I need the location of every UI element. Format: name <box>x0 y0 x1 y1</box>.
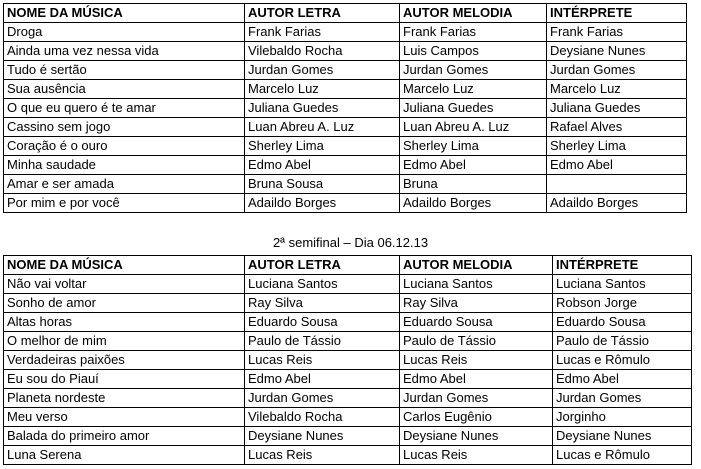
header-song-name: NOME DA MÚSICA <box>4 256 245 275</box>
lyrics-author-cell: Paulo de Tássio <box>245 332 400 351</box>
song-name-cell: Balada do primeiro amor <box>4 427 245 446</box>
melody-author-cell: Marcelo Luz <box>400 80 547 99</box>
performer-cell: Juliana Guedes <box>547 99 687 118</box>
melody-author-cell: Paulo de Tássio <box>400 332 553 351</box>
melody-author-cell: Eduardo Sousa <box>400 313 553 332</box>
table-row <box>4 446 692 465</box>
song-name-cell: Droga <box>4 23 245 42</box>
performer-cell: Deysiane Nunes <box>547 42 687 61</box>
performer-cell: Jurdan Gomes <box>553 389 692 408</box>
performer-cell: Jorginho <box>553 408 692 427</box>
song-name-cell: Sua ausência <box>4 80 245 99</box>
melody-author-cell: Luciana Santos <box>400 275 553 294</box>
table-row <box>4 194 687 213</box>
melody-author-cell: Deysiane Nunes <box>400 427 553 446</box>
song-name-cell: O que eu quero é te amar <box>4 99 245 118</box>
table-row <box>4 175 687 194</box>
table-row <box>4 370 692 389</box>
performer-cell: Eduardo Sousa <box>553 313 692 332</box>
lyrics-author-cell: Lucas Reis <box>245 351 400 370</box>
lyrics-author-cell: Edmo Abel <box>245 156 400 175</box>
melody-author-cell: Ray Silva <box>400 294 553 313</box>
melody-author-cell: Bruna <box>400 175 547 194</box>
performer-cell: Luciana Santos <box>553 275 692 294</box>
song-name-cell: Coração é o ouro <box>4 137 245 156</box>
song-name-cell: Cassino sem jogo <box>4 118 245 137</box>
melody-author-cell: Frank Farias <box>400 23 547 42</box>
song-name-cell: Altas horas <box>4 313 245 332</box>
performer-cell: Edmo Abel <box>547 156 687 175</box>
header-melody-author: AUTOR MELODIA <box>400 256 553 275</box>
lyrics-author-cell: Ray Silva <box>245 294 400 313</box>
lyrics-author-cell: Deysiane Nunes <box>245 427 400 446</box>
melody-author-cell: Sherley Lima <box>400 137 547 156</box>
melody-author-cell: Carlos Eugênio <box>400 408 553 427</box>
performer-cell: Jurdan Gomes <box>547 61 687 80</box>
lyrics-author-cell: Eduardo Sousa <box>245 313 400 332</box>
performer-cell: Frank Farias <box>547 23 687 42</box>
lyrics-author-cell: Sherley Lima <box>245 137 400 156</box>
performer-cell: Rafael Alves <box>547 118 687 137</box>
semifinal-1-table <box>3 3 687 213</box>
melody-author-cell: Lucas Reis <box>400 446 553 465</box>
performer-cell: Edmo Abel <box>553 370 692 389</box>
table-row <box>4 389 692 408</box>
melody-author-cell: Edmo Abel <box>400 370 553 389</box>
song-name-cell: Sonho de amor <box>4 294 245 313</box>
performer-cell: Robson Jorge <box>553 294 692 313</box>
song-name-cell: Minha saudade <box>4 156 245 175</box>
performer-cell: Lucas e Rômulo <box>553 446 692 465</box>
melody-author-cell: Luan Abreu A. Luz <box>400 118 547 137</box>
performer-cell: Paulo de Tássio <box>553 332 692 351</box>
performer-cell: Adaildo Borges <box>547 194 687 213</box>
melody-author-cell: Jurdan Gomes <box>400 61 547 80</box>
performer-cell <box>547 175 687 194</box>
lyrics-author-cell: Jurdan Gomes <box>245 61 400 80</box>
melody-author-cell: Adaildo Borges <box>400 194 547 213</box>
header-lyrics-author: AUTOR LETRA <box>245 4 400 23</box>
performer-cell: Deysiane Nunes <box>553 427 692 446</box>
header-performer: INTÉRPRETE <box>547 4 687 23</box>
song-name-cell: Tudo é sertão <box>4 61 245 80</box>
header-performer: INTÉRPRETE <box>553 256 692 275</box>
melody-author-cell: Luis Campos <box>400 42 547 61</box>
song-name-cell: Verdadeiras paixões <box>4 351 245 370</box>
table-row <box>4 351 692 370</box>
melody-author-cell: Edmo Abel <box>400 156 547 175</box>
performer-cell: Marcelo Luz <box>547 80 687 99</box>
lyrics-author-cell: Luan Abreu A. Luz <box>245 118 400 137</box>
header-row <box>4 256 692 275</box>
table-row <box>4 118 687 137</box>
semifinal-title: 2ª semifinal – Dia 06.12.13 <box>272 235 429 250</box>
lyrics-author-cell: Juliana Guedes <box>245 99 400 118</box>
performer-cell: Lucas e Rômulo <box>553 351 692 370</box>
header-lyrics-author: AUTOR LETRA <box>245 256 400 275</box>
table-row <box>4 294 692 313</box>
song-name-cell: Planeta nordeste <box>4 389 245 408</box>
lyrics-author-cell: Marcelo Luz <box>245 80 400 99</box>
header-row <box>4 4 687 23</box>
table-row <box>4 99 687 118</box>
song-name-cell: Não vai voltar <box>4 275 245 294</box>
melody-author-cell: Lucas Reis <box>400 351 553 370</box>
song-name-cell: Amar e ser amada <box>4 175 245 194</box>
table-row <box>4 23 687 42</box>
lyrics-author-cell: Vilebaldo Rocha <box>245 42 400 61</box>
table-row <box>4 275 692 294</box>
table-row <box>4 137 687 156</box>
lyrics-author-cell: Frank Farias <box>245 23 400 42</box>
melody-author-cell: Jurdan Gomes <box>400 389 553 408</box>
performer-cell: Sherley Lima <box>547 137 687 156</box>
header-melody-author: AUTOR MELODIA <box>400 4 547 23</box>
table-row <box>4 313 692 332</box>
header-song-name: NOME DA MÚSICA <box>4 4 245 23</box>
lyrics-author-cell: Adaildo Borges <box>245 194 400 213</box>
lyrics-author-cell: Vilebaldo Rocha <box>245 408 400 427</box>
melody-author-cell: Juliana Guedes <box>400 99 547 118</box>
song-name-cell: O melhor de mim <box>4 332 245 351</box>
table-row <box>4 427 692 446</box>
song-name-cell: Por mim e por você <box>4 194 245 213</box>
lyrics-author-cell: Bruna Sousa <box>245 175 400 194</box>
song-name-cell: Luna Serena <box>4 446 245 465</box>
table-row <box>4 42 687 61</box>
song-name-cell: Eu sou do Piauí <box>4 370 245 389</box>
song-name-cell: Meu verso <box>4 408 245 427</box>
table-row <box>4 80 687 99</box>
table-row <box>4 408 692 427</box>
lyrics-author-cell: Lucas Reis <box>245 446 400 465</box>
table-row <box>4 332 692 351</box>
table-row <box>4 61 687 80</box>
song-name-cell: Ainda uma vez nessa vida <box>4 42 245 61</box>
lyrics-author-cell: Luciana Santos <box>245 275 400 294</box>
lyrics-author-cell: Edmo Abel <box>245 370 400 389</box>
semifinal-2-table <box>3 255 692 465</box>
table-row <box>4 156 687 175</box>
lyrics-author-cell: Jurdan Gomes <box>245 389 400 408</box>
